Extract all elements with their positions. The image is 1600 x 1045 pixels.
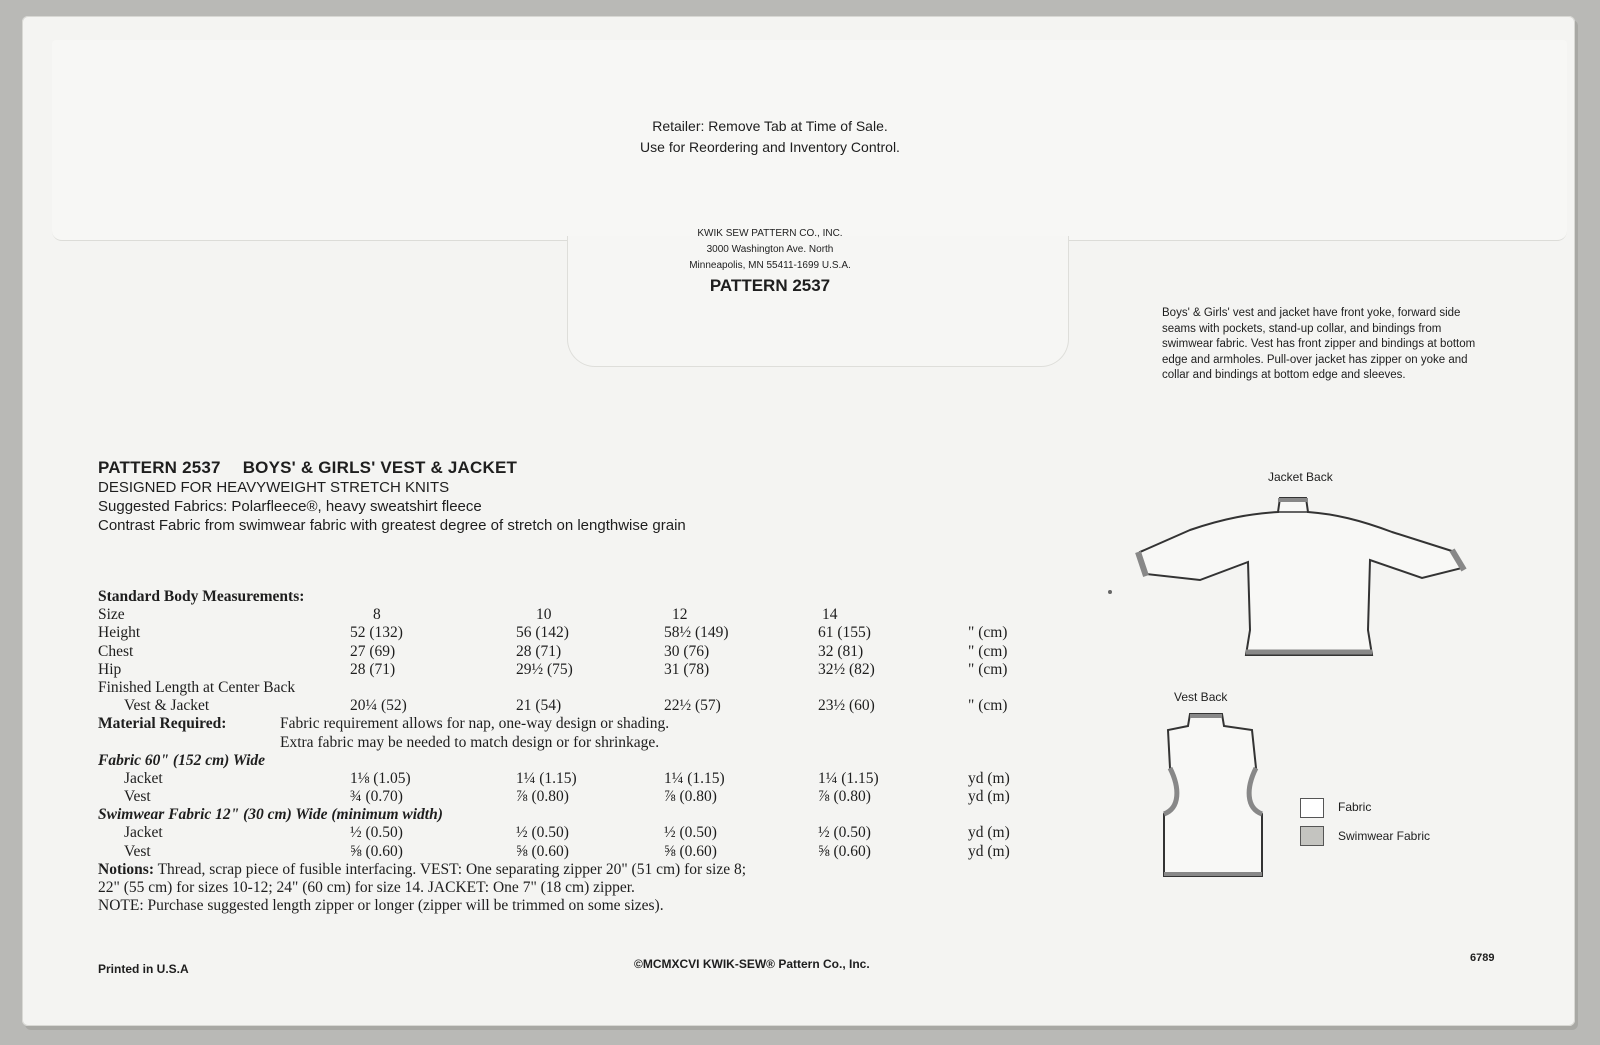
unit: " (cm) (968, 697, 1008, 715)
cell: 29½ (75) (516, 660, 573, 678)
chest-row (98, 643, 1048, 661)
cell: ½ (0.50) (516, 824, 569, 842)
cell: 22½ (57) (664, 697, 721, 715)
size-12: 12 (672, 606, 688, 624)
suggested-fabrics: Suggested Fabrics: Polarfleece®, heavy sweatshirt fleece (98, 498, 482, 515)
vest-back-drawing (1150, 708, 1280, 883)
company-name: KWIK SEW PATTERN CO., INC. (697, 228, 843, 239)
material-label: Material Required: (98, 715, 227, 733)
legend-swimwear-label: Swimwear Fabric (1338, 829, 1431, 843)
company-street: 3000 Washington Ave. North (706, 244, 834, 255)
unit: " (cm) (968, 660, 1008, 678)
cell: 61 (155) (818, 624, 871, 642)
cell: ½ (0.50) (818, 824, 871, 842)
pattern-header (98, 458, 918, 535)
cell: 1¼ (1.15) (664, 769, 725, 787)
swimwear-vest-row (98, 843, 1048, 861)
row-label: Jacket (124, 824, 163, 842)
cell: 32½ (82) (818, 660, 875, 678)
row-label: Vest & Jacket (124, 697, 210, 715)
unit: " (cm) (968, 642, 1008, 660)
stray-mark (1108, 590, 1112, 594)
notions-text-1: Thread, scrap piece of fusible interfacing. VEST: One separating zipper 20" (51 cm) for size 8; (157, 860, 747, 878)
cell: 27 (69) (350, 642, 396, 660)
measurements-block (98, 588, 1048, 915)
cell: ⅞ (0.80) (516, 788, 569, 806)
copyright: ©MCMXCVI KWIK-SEW® Pattern Co., Inc. (634, 957, 870, 971)
designed-for: DESIGNED FOR HEAVYWEIGHT STRETCH KNITS (98, 479, 450, 496)
vest-jacket-row (98, 697, 1048, 715)
size-row (98, 606, 1048, 624)
legend-fabric-label: Fabric (1338, 800, 1372, 814)
cell: 21 (54) (516, 697, 562, 715)
fabric60-vest-row (98, 788, 1048, 806)
printed-in: Printed in U.S.A (98, 962, 189, 976)
cell: 31 (78) (664, 660, 710, 678)
fabric60-heading: Fabric 60" (152 cm) Wide (98, 751, 266, 769)
row-label: Hip (98, 660, 122, 678)
finished-length-label: Finished Length at Center Back (98, 678, 296, 696)
jacket-back-label: Jacket Back (1268, 470, 1333, 484)
notions-line-1 (98, 861, 1048, 879)
unit: yd (m) (968, 842, 1010, 860)
row-label: Jacket (124, 769, 163, 787)
cell: ⅝ (0.60) (664, 842, 717, 860)
cell: ⅝ (0.60) (818, 842, 871, 860)
unit: yd (m) (968, 769, 1010, 787)
retailer-line-1: Retailer: Remove Tab at Time of Sale. (652, 118, 888, 134)
cell: 1¼ (1.15) (516, 769, 577, 787)
vest-back-label: Vest Back (1174, 690, 1228, 704)
retailer-line-2: Use for Reordering and Inventory Control. (640, 139, 900, 155)
pattern-title: BOYS' & GIRLS' VEST & JACKET (242, 458, 518, 477)
unit: yd (m) (968, 788, 1010, 806)
material-line-1: Fabric requirement allows for nap, one-way design or shading. (280, 715, 670, 733)
notions-line-2: 22" (55 cm) for sizes 10-12; 24" (60 cm) for size 14. JACKET: One 7" (18 cm) zipper. (98, 879, 635, 897)
unit: yd (m) (968, 824, 1010, 842)
material-line-2: Extra fabric may be needed to match design or for shrinkage. (280, 733, 660, 751)
pattern-code: 6789 (1470, 952, 1495, 964)
cell: 1¼ (1.15) (818, 769, 879, 787)
hip-row (98, 661, 1048, 679)
contrast-fabric: Contrast Fabric from swimwear fabric with greatest degree of stretch on lengthwise grain (98, 517, 686, 534)
swimwear-heading: Swimwear Fabric 12" (30 cm) Wide (minimum width) (98, 806, 443, 824)
company-city: Minneapolis, MN 55411-1699 U.S.A. (689, 260, 851, 271)
cell: ⅞ (0.80) (818, 788, 871, 806)
cell: ⅞ (0.80) (664, 788, 717, 806)
address-pattern-number: PATTERN 2537 (709, 276, 831, 295)
unit: " (cm) (968, 624, 1008, 642)
measurements-heading: Standard Body Measurements: (98, 588, 305, 605)
fabric60-jacket-row (98, 770, 1048, 788)
row-label: Vest (124, 842, 151, 860)
cell: 28 (71) (350, 660, 396, 678)
cell: ¾ (0.70) (350, 788, 403, 806)
retailer-note (560, 116, 980, 158)
row-label: Chest (98, 642, 134, 660)
material-row-1 (98, 715, 1048, 733)
size-14: 14 (822, 606, 838, 624)
legend-fabric-swatch (1300, 798, 1324, 818)
cell: 32 (81) (818, 642, 864, 660)
material-row-2 (98, 734, 1048, 752)
cell: ⅝ (0.60) (516, 842, 569, 860)
cell: 56 (142) (516, 624, 569, 642)
cell: 30 (76) (664, 642, 710, 660)
row-label: Vest (124, 788, 151, 806)
cell: 23½ (60) (818, 697, 875, 715)
size-label: Size (98, 606, 125, 624)
jacket-back-drawing (1130, 490, 1480, 670)
garment-description: Boys' & Girls' vest and jacket have front yoke, forward side seams with pockets, stand-up collar, and bindings from swimwear fabric. Vest has front zipper and bindings at bottom edge and armholes. Pull-over jacket has zipper on yoke and collar and bindings at bottom edge and sleeves. (1162, 307, 1476, 381)
cell: 20¼ (52) (350, 697, 407, 715)
size-8: 8 (373, 606, 381, 624)
notions-label: Notions: (98, 860, 154, 878)
cell: 1⅛ (1.05) (350, 769, 411, 787)
cell: ⅝ (0.60) (350, 842, 403, 860)
size-10: 10 (536, 606, 552, 624)
swimwear-jacket-row (98, 824, 1048, 842)
cell: 52 (132) (350, 624, 403, 642)
pattern-title-line (98, 458, 918, 478)
height-row (98, 624, 1048, 642)
cell: 28 (71) (516, 642, 562, 660)
cell: ½ (0.50) (350, 824, 403, 842)
legend-swimwear-swatch (1300, 826, 1324, 846)
cell: 58½ (149) (664, 624, 729, 642)
pattern-number: PATTERN 2537 (98, 458, 221, 477)
row-label: Height (98, 624, 141, 642)
company-address (620, 226, 920, 274)
notions-note: NOTE: Purchase suggested length zipper or longer (zipper will be trimmed on some sizes). (98, 897, 664, 915)
cell: ½ (0.50) (664, 824, 717, 842)
